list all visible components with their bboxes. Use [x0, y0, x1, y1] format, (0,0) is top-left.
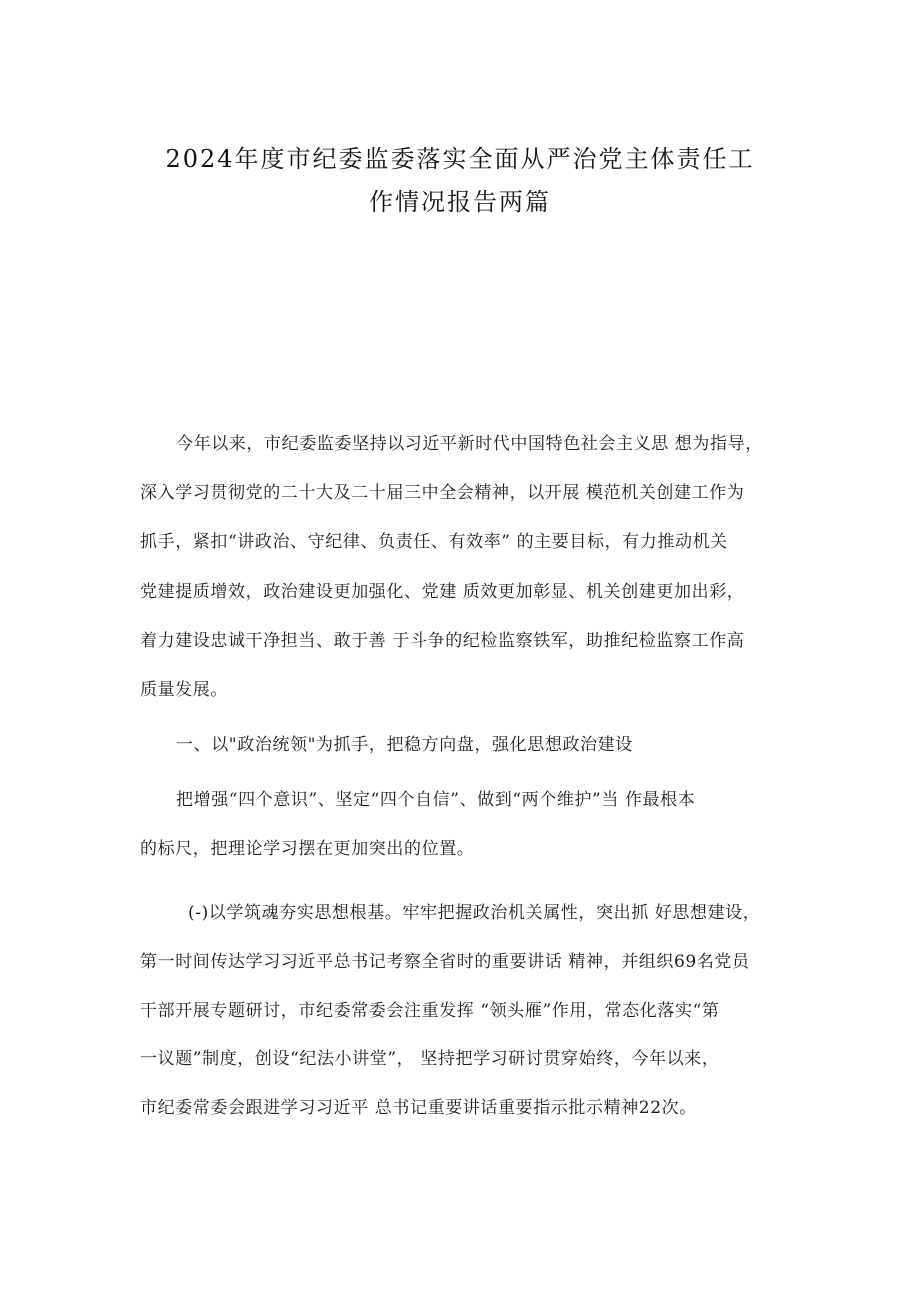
- paragraph-1-line-4: 党建提质增效，政治建设更加强化、党建 质效更加彰显、机关创建更加出彩，: [140, 582, 745, 602]
- paragraph-1-line-1: 今年以来，市纪委监委坚持以习近平新时代中国特色社会主义思 想为指导，: [176, 434, 763, 454]
- paragraph-1-line-3: 抓手，紧扣“讲政治、守纪律、负责任、有效率” 的主要目标，有力推动机关: [140, 532, 728, 552]
- title-line-1: 2024年度市纪委监委落实全面从严治党主体责任工: [165, 145, 755, 173]
- section-heading-1: 一、以"政治统领"为抓手，把稳方向盘，强化思想政治建设: [176, 735, 633, 755]
- paragraph-1-line-2: 深入学习贯彻党的二十大及二十届三中全会精神，以开展 模范机关创建工作为: [140, 483, 745, 503]
- paragraph-4-line-1: (-)以学筑魂夯实思想根基。牢牢把握政治机关属性，突出抓 好思想建设，: [188, 903, 761, 923]
- paragraph-3-line-1: 把增强“四个意识”、坚定“四个自信”、做到“两个维护”当 作最根本: [176, 790, 696, 810]
- document-title: [0, 138, 920, 224]
- paragraph-4-line-4: 一议题”制度，创设“纪法小讲堂”， 坚持把学习研讨贯穿始终，今年以来，: [140, 1049, 720, 1069]
- paragraph-4-line-3: 干部开展专题研讨，市纪委常委会注重发挥 “领头雁”作用，常态化落实“第: [140, 1001, 720, 1021]
- paragraph-4-line-2: 第一时间传达学习习近平总书记考察全省时的重要讲话 精神，并组织69名党员: [140, 952, 750, 972]
- title-line-2: 作情况报告两篇: [369, 188, 551, 216]
- paragraph-1-line-5: 着力建设忠诚干净担当、敢于善 于斗争的纪检监察铁军，助推纪检监察工作高: [140, 631, 745, 651]
- paragraph-4-line-5: 市纪委常委会跟进学习习近平 总书记重要讲话重要指示批示精神22次。: [140, 1098, 697, 1118]
- paragraph-3-line-2: 的标尺，把理论学习摆在更加突出的位置。: [140, 839, 475, 859]
- paragraph-1-line-6: 质量发展。: [140, 680, 228, 700]
